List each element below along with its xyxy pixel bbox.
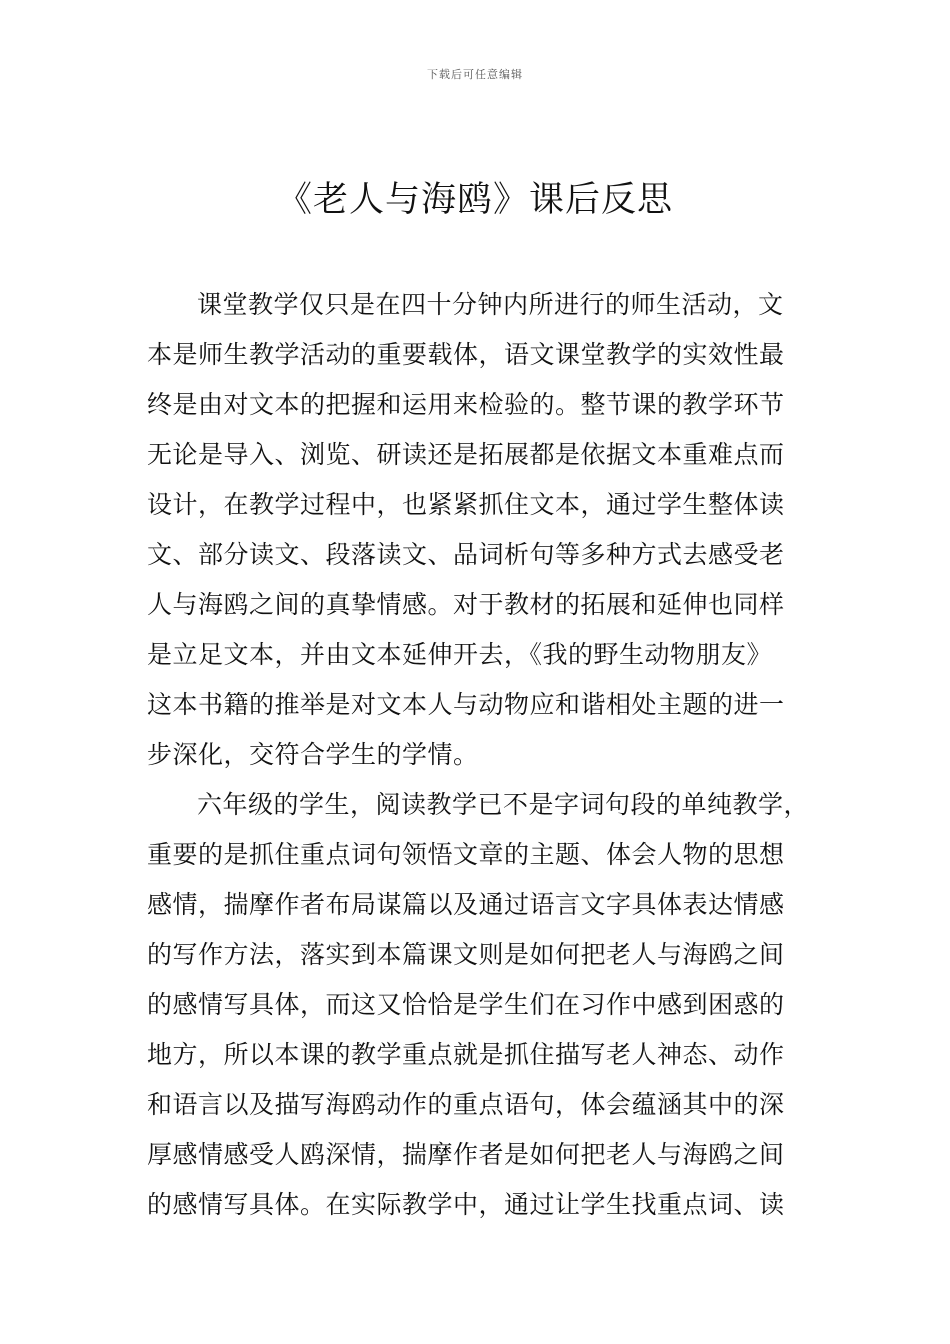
text-line: 六年级的学生，阅读教学已不是字词句段的单纯教学，	[197, 790, 810, 819]
text-line: 的感情写具体，而这又恰恰是学生们在习作中感到困惑的	[147, 990, 785, 1019]
text-line: 是立足文本，并由文本延伸开去，《我的野生动物朋友》	[147, 640, 773, 669]
text-line: 重要的是抓住重点词句领悟文章的主题、体会人物的思想	[147, 840, 785, 869]
text-line: 和语言以及描写海鸥动作的重点语句，体会蕴涵其中的深	[147, 1090, 785, 1119]
text-line: 无论是导入、浏览、研读还是拓展都是依据文本重难点而	[147, 440, 785, 469]
text-line: 地方，所以本课的教学重点就是抓住描写老人神态、动作	[147, 1040, 785, 1069]
text-line: 厚感情感受人鸥深情，揣摩作者是如何把老人与海鸥之间	[147, 1140, 785, 1169]
header-note: 下载后可任意编辑	[427, 68, 523, 81]
text-line: 课堂教学仅只是在四十分钟内所进行的师生活动，文	[197, 290, 784, 319]
text-line: 文、部分读文、段落读文、品词析句等多种方式去感受老	[147, 540, 785, 569]
page-title: 《老人与海鸥》课后反思	[276, 180, 673, 220]
text-line: 终是由对文本的把握和运用来检验的。整节课的教学环节	[147, 390, 785, 419]
text-line: 这本书籍的推举是对文本人与动物应和谐相处主题的进一	[147, 690, 785, 719]
text-line: 步深化，交符合学生的学情。	[147, 740, 479, 769]
text-line: 人与海鸥之间的真挚情感。对于教材的拓展和延伸也同样	[147, 590, 785, 619]
document-body	[147, 280, 810, 1230]
text-line: 的感情写具体。在实际教学中，通过让学生找重点词、读	[147, 1190, 785, 1219]
text-line: 本是师生教学活动的重要载体，语文课堂教学的实效性最	[147, 340, 785, 369]
paragraph-2	[147, 780, 810, 1230]
text-line: 设计，在教学过程中，也紧紧抓住文本，通过学生整体读	[147, 490, 785, 519]
text-line: 的写作方法，落实到本篇课文则是如何把老人与海鸥之间	[147, 940, 785, 969]
paragraph-1	[147, 280, 807, 780]
text-line: 感情，揣摩作者布局谋篇以及通过语言文字具体表达情感	[147, 890, 785, 919]
